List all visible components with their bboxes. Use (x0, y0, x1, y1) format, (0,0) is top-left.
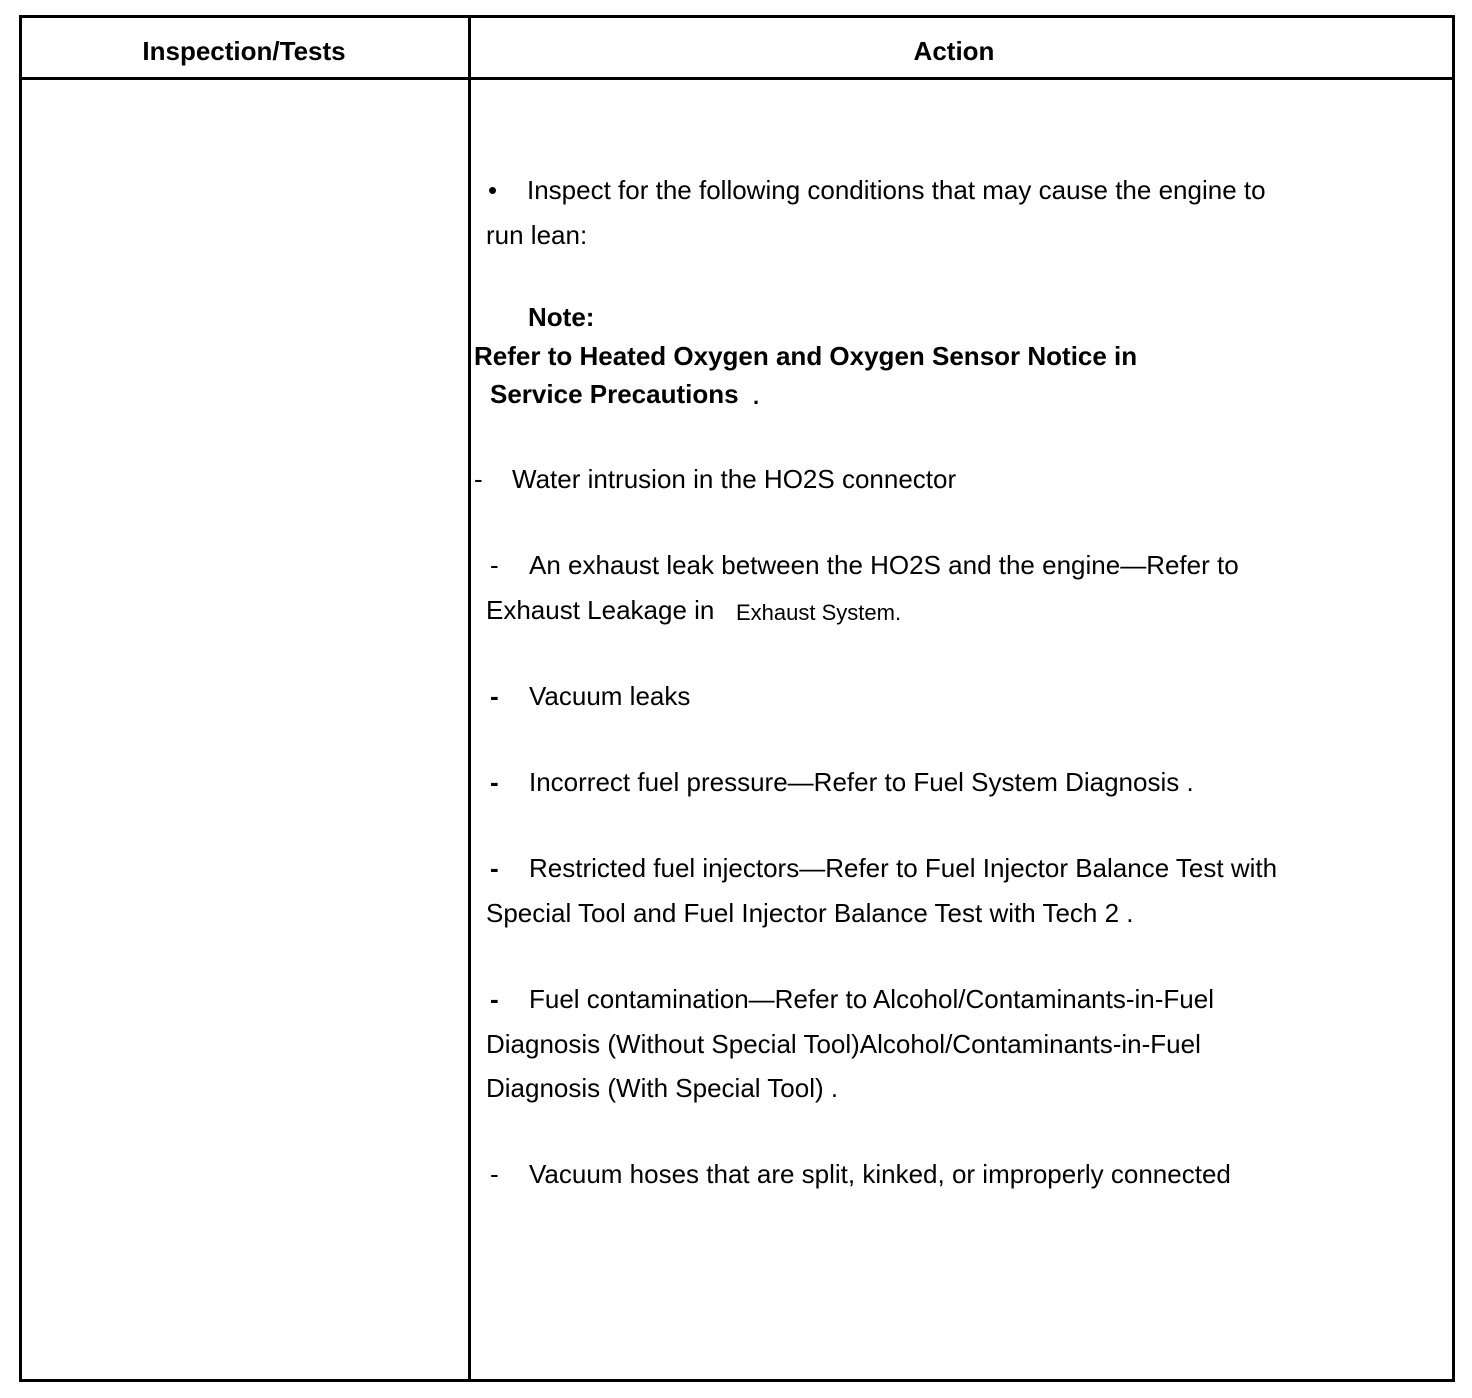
dash-marker: - (490, 853, 499, 883)
dash-marker: - (490, 1159, 499, 1189)
note-label: Note: (528, 302, 595, 332)
item-fuel-pressure[interactable]: Incorrect fuel pressure—Refer to Fuel System Diagnosis . (529, 767, 1194, 797)
intro-line-2: run lean: (486, 220, 588, 250)
header-divider (19, 77, 1455, 80)
service-precautions-link[interactable]: Service Precautions (490, 379, 739, 409)
intro-line-1: Inspect for the following conditions that may cause the engine to (527, 175, 1266, 205)
inspection-tests-header: Inspection/Tests (142, 36, 346, 66)
dash-marker: - (490, 550, 499, 580)
item-vacuum-leaks: Vacuum leaks (529, 681, 691, 711)
exhaust-system-link[interactable]: Exhaust System. (736, 600, 902, 625)
bullet-marker: • (488, 175, 498, 205)
dash-marker: - (490, 984, 499, 1014)
dash-marker: - (490, 681, 499, 711)
exhaust-leakage-link[interactable]: Exhaust Leakage in (486, 595, 715, 625)
action-header: Action (913, 36, 995, 66)
dash-marker: - (490, 767, 499, 797)
item-exhaust-leak-line-1: An exhaust leak between the HO2S and the engine—Refer to (529, 550, 1239, 580)
item-water-intrusion: Water intrusion in the HO2S connector (512, 464, 957, 494)
item-fuel-contamination-line-3[interactable]: Diagnosis (With Special Tool) . (486, 1073, 839, 1103)
item-injectors-line-2[interactable]: Special Tool and Fuel Injector Balance Test with Tech 2 . (486, 898, 1134, 928)
note-period: . (753, 384, 760, 409)
item-vacuum-hoses: Vacuum hoses that are split, kinked, or improperly connected (529, 1159, 1231, 1189)
note-line-1: Refer to Heated Oxygen and Oxygen Sensor Notice in (474, 341, 1138, 371)
item-fuel-contamination-line-1[interactable]: Fuel contamination—Refer to Alcohol/Contaminants-in-Fuel (529, 984, 1215, 1014)
item-fuel-contamination-line-2[interactable]: Diagnosis (Without Special Tool)Alcohol/Contaminants-in-Fuel (486, 1029, 1201, 1059)
item-injectors-line-1[interactable]: Restricted fuel injectors—Refer to Fuel Injector Balance Test with (529, 853, 1278, 883)
dash-marker: - (474, 464, 483, 494)
column-divider (468, 15, 471, 1382)
